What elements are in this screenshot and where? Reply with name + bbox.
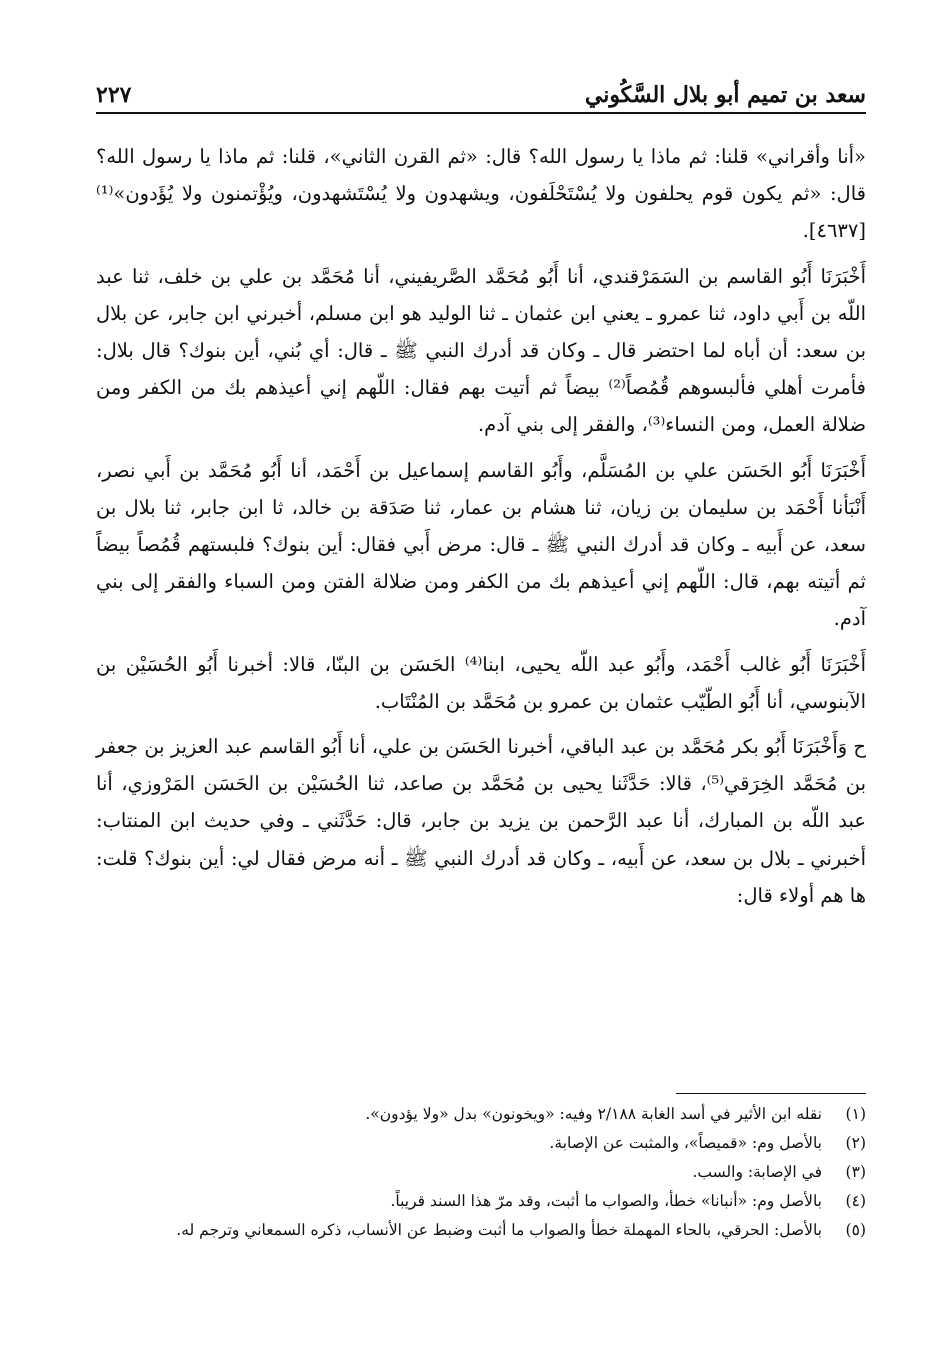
page-number: ٢٢٧ (96, 82, 132, 108)
running-header (96, 72, 866, 108)
footnote-text: نقله ابن الأثير في أسد الغابة ٢/١٨٨ وفيه: «ويخونون» بدل «ولا يؤدون». (365, 1105, 822, 1123)
footnote-text: في الإصابة: والسب. (692, 1163, 822, 1181)
paragraph-4: أَخْبَرَنَا أَبُو غالب أَحْمَد، وأَبُو عبد اللّه يحيى، ابنا⁽⁴⁾ الحَسَن بن البنّا، قالا: أخبرنا أَبُو الحُسَيْن بن الآبنوسي، أنا أَبُو الطّيّب عثمان بن عمرو بن مُحَمَّد بن المُنْتَاب. (96, 652, 866, 713)
header-title: سعد بن تميم أبو بلال السَّكُوني (584, 82, 866, 108)
footnote-number: (٣) (845, 1163, 866, 1181)
footnote (96, 1129, 866, 1158)
footnote-number: (٢) (845, 1134, 866, 1152)
footnote (96, 1187, 866, 1216)
paragraph-3: أَخْبَرَنَا أَبُو الحَسَن علي بن المُسَلَّم، وأَبُو القاسم إسماعيل بن أَحْمَد، أنا أَبُو مُحَمَّد بن أَبي نصر، أَنْبَأنا أَحْمَد بن سليمان بن زيان، ثنا هشام بن عمار، ثنا صَدَقة بن خالد، ثا ابن جابر، ثنا بلال بن سعد، عن أَبيه ـ وكان قد أدرك النبي ﷺ ـ قال: مرض أَبي فقال: أين بنوك؟ فلبستهم قُمُصاً بيضاً ثم أتيته بهم، قال: اللّهم إني أعيذهم بك من الكفر ومن ضلالة الفتن ومن السباء والفقر إلى بني آدم. (96, 458, 866, 631)
footnote-text: بالأصل: الحرقي، بالحاء المهملة خطأ والصواب ما أثبت وضبط عن الأنساب، ذكره السمعاني وترجم له. (176, 1221, 822, 1239)
header-rule (96, 112, 866, 114)
footnote (96, 1216, 866, 1245)
footnote-text: بالأصل وم: «أنبانا» خطأ، والصواب ما أثبت، وقد مرّ هذا السند قريباً. (390, 1192, 822, 1210)
paragraph-5: ح وَأَخْبَرَنَا أَبُو بكر مُحَمَّد بن عبد الباقي، أخبرنا الحَسَن بن علي، أنا أَبُو القاسم عبد العزيز بن جعفر بن مُحَمَّد الخِرَقي⁽⁵⁾، قالا: حَدَّثَنا يحيى بن مُحَمَّد بن صاعد، ثنا الحُسَيْن بن الحَسَن المَرْوزي، أنا عبد اللّه بن المبارك، أنا عبد الرَّحمن بن يزيد بن جابر، قال: حَدَّثَني ـ وفي حديث ابن المنتاب: أخبرني ـ بلال بن سعد، عن أَبيه، ـ وكان قد أدرك النبي ﷺ ـ أنه مرض فقال لي: أين بنوك؟ قلت: ها هم أولاء قال: (96, 735, 866, 907)
footnotes (96, 1100, 866, 1245)
footnote (96, 1158, 866, 1187)
paragraph-2: أَخْبَرَنَا أَبُو القاسم بن السَمَرْقندي، أنا أَبُو مُحَمَّد الصَّريفيني، أنا مُحَمَّد بن علي بن خلف، ثنا عبد اللّه بن أَبي داود، ثنا عمرو ـ يعني ابن عثمان ـ ثنا الوليد هو ابن مسلم، أخبرني ابن جابر، عن بلال بن سعد: أن أباه لما احتضر قال ـ وكان قد أدرك النبي ﷺ ـ قال: أي بُني، أين بنوك؟ قال بلال: فأمرت أهلي فألبسوهم قُمُصاً⁽²⁾ بيضاً ثم أتيت بهم فقال: اللّهم إني أعيذهم بك من الكفر ومن ضلالة العمل، ومن النساء⁽³⁾، والفقر إلى بني آدم. (96, 264, 866, 437)
paragraph-1: «أنا وأقراني» قلنا: ثم ماذا يا رسول الله؟ قال: «ثم القرن الثاني»، قلنا: ثم ماذا يا رسول الله؟ قال: «ثم يكون قوم يحلفون ولا يُسْتَحْلَفون، ويشهدون ولا يُسْتَشهدون، ويُؤْتمنون ولا يُؤَدون»⁽¹⁾[٤٦٣٧]. (96, 145, 866, 243)
footnote-text: بالأصل وم: «قميصاً»، والمثبت عن الإصابة. (549, 1134, 822, 1152)
main-text (96, 138, 866, 922)
footnote-number: (٤) (845, 1192, 866, 1210)
footnote-number: (١) (845, 1105, 866, 1123)
footnote-number: (٥) (845, 1221, 866, 1239)
footnote (96, 1100, 866, 1129)
footnote-separator (676, 1093, 866, 1094)
